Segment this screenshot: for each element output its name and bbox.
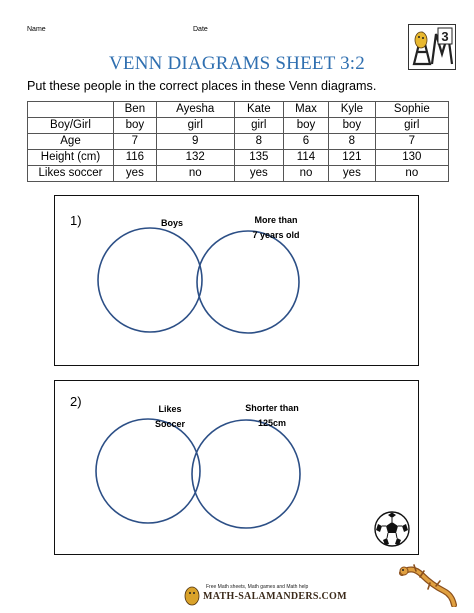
table-cell: boy — [283, 118, 328, 134]
diagram-number: 1) — [70, 213, 82, 228]
left-label-line-1: Likes — [158, 404, 182, 414]
right-label-line-2: 125cm — [257, 418, 287, 428]
row-label: Age — [28, 134, 114, 150]
table-cell: no — [156, 166, 234, 182]
person-name: Sophie — [375, 102, 448, 118]
venn-circle-right — [192, 420, 300, 528]
table-cell: boy — [329, 118, 376, 134]
table-cell: 132 — [156, 150, 234, 166]
table-cell: girl — [156, 118, 234, 134]
table-cell: 114 — [283, 150, 328, 166]
table-header-row — [28, 102, 449, 118]
table-cell: yes — [114, 166, 157, 182]
table-cell: yes — [234, 166, 283, 182]
right-circle-label — [231, 401, 313, 431]
table-cell: 121 — [329, 150, 376, 166]
right-label-line-1: Shorter than — [245, 403, 299, 413]
diagram-number: 2) — [70, 394, 82, 409]
right-label-line-1: More than — [254, 215, 298, 225]
row-label: Height (cm) — [28, 150, 114, 166]
table-cell: no — [283, 166, 328, 182]
table-cell: 130 — [375, 150, 448, 166]
right-circle-label — [240, 213, 312, 243]
table-cell: girl — [234, 118, 283, 134]
venn-diagram-1 — [54, 195, 419, 366]
table-cell: 9 — [156, 134, 234, 150]
date-label: Date — [193, 26, 208, 33]
venn-circle-left — [98, 228, 202, 332]
person-name: Max — [283, 102, 328, 118]
footer-brand: MATH-SALAMANDERS.COM — [203, 591, 347, 602]
table-row — [28, 134, 449, 150]
page-title: VENN DIAGRAMS SHEET 3:2 — [108, 53, 365, 74]
salamander-icon — [398, 561, 458, 607]
venn-diagram-2 — [54, 380, 419, 555]
table-cell: 6 — [283, 134, 328, 150]
instructions: Put these people in the correct places in these Venn diagrams. — [27, 79, 377, 93]
soccer-ball-icon — [373, 510, 411, 548]
people-table — [27, 101, 449, 182]
table-corner-cell — [28, 102, 114, 118]
person-name: Kate — [234, 102, 283, 118]
venn-circle-right — [197, 231, 299, 333]
row-label: Likes soccer — [28, 166, 114, 182]
name-label: Name — [27, 26, 46, 33]
table-cell: 7 — [114, 134, 157, 150]
table-row — [28, 166, 449, 182]
venn-circle-left — [96, 419, 200, 523]
left-label-line-2: Soccer — [154, 419, 186, 429]
table-row — [28, 150, 449, 166]
table-cell: yes — [329, 166, 376, 182]
footer — [183, 583, 347, 609]
row-label: Boy/Girl — [28, 118, 114, 134]
salamander-small-icon — [183, 585, 201, 607]
table-cell: 8 — [329, 134, 376, 150]
table-cell: boy — [114, 118, 157, 134]
table-cell: 7 — [375, 134, 448, 150]
table-cell: 8 — [234, 134, 283, 150]
table-row — [28, 118, 449, 134]
footer-tagline: Free Math sheets, Math games and Math help — [206, 584, 309, 590]
table-cell: 116 — [114, 150, 157, 166]
left-circle-label: Boys — [160, 218, 183, 228]
person-name: Ben — [114, 102, 157, 118]
logo-number: 3 — [441, 29, 449, 44]
right-label-line-2: 7 years old — [252, 230, 300, 240]
table-cell: no — [375, 166, 448, 182]
venn-circles-1 — [55, 196, 420, 367]
person-name: Kyle — [329, 102, 376, 118]
table-cell: 135 — [234, 150, 283, 166]
left-circle-label — [145, 402, 195, 432]
person-name: Ayesha — [156, 102, 234, 118]
table-cell: girl — [375, 118, 448, 134]
